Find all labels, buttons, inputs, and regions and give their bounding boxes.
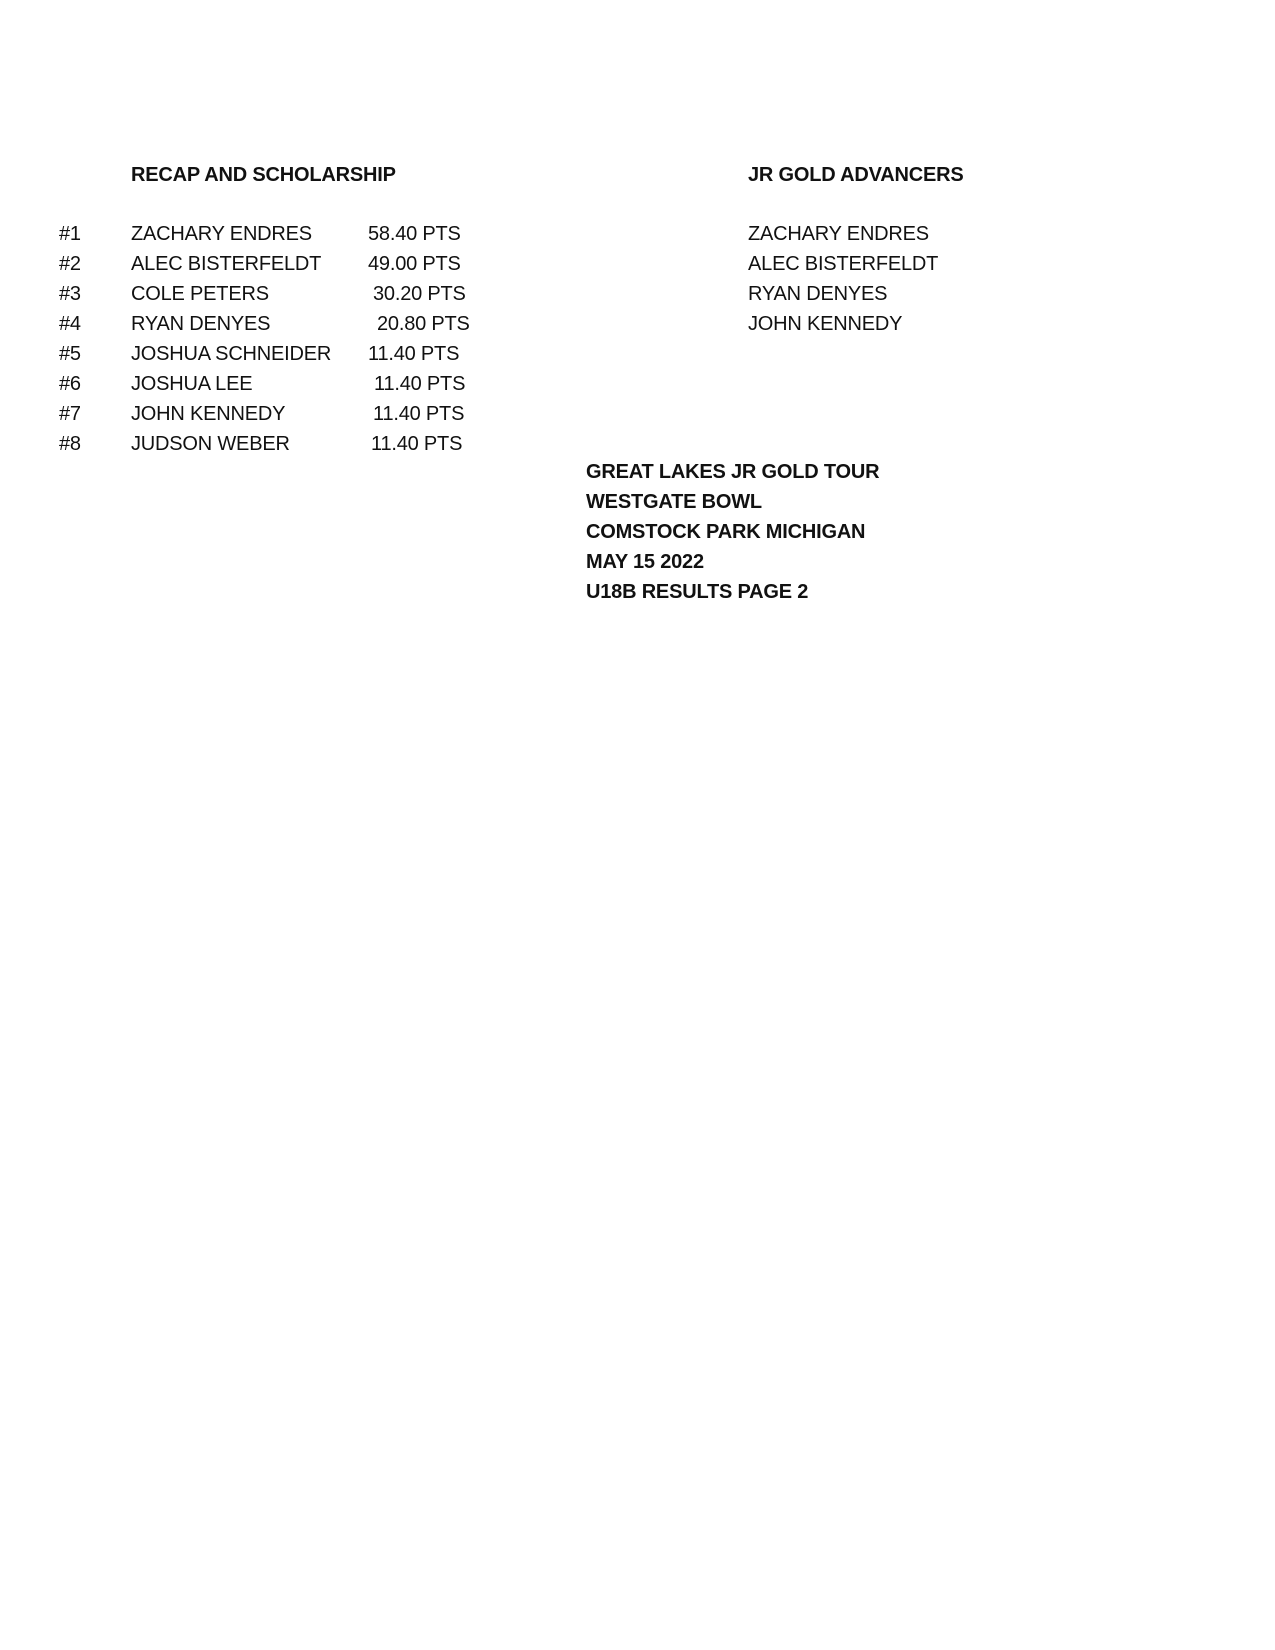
points: 30.20 PTS <box>373 283 466 305</box>
rank: #3 <box>59 283 81 305</box>
points: 49.00 PTS <box>368 253 461 275</box>
points: 11.40 PTS <box>374 373 466 395</box>
rank: #7 <box>59 403 81 425</box>
points: 11.40 PTS <box>373 403 465 425</box>
advancer-name: ALEC BISTERFELDT <box>748 253 939 275</box>
advancers-heading: JR GOLD ADVANCERS <box>748 164 964 186</box>
rank: #1 <box>59 223 81 245</box>
event-info-block <box>586 461 879 611</box>
bowler-name: JUDSON WEBER <box>131 433 290 455</box>
rank: #6 <box>59 373 81 395</box>
points: 11.40 PTS <box>368 343 460 365</box>
venue-name: WESTGATE BOWL <box>586 491 762 513</box>
tour-name: GREAT LAKES JR GOLD TOUR <box>586 461 880 483</box>
points: 58.40 PTS <box>368 223 461 245</box>
rank: #4 <box>59 313 81 335</box>
advancer-name: RYAN DENYES <box>748 283 888 305</box>
event-date: MAY 15 2022 <box>586 551 704 573</box>
bowler-name: ZACHARY ENDRES <box>131 223 312 245</box>
page-label: U18B RESULTS PAGE 2 <box>586 581 809 603</box>
rank: #8 <box>59 433 81 455</box>
rank: #5 <box>59 343 81 365</box>
event-location: COMSTOCK PARK MICHIGAN <box>586 521 866 543</box>
bowler-name: RYAN DENYES <box>131 313 271 335</box>
bowler-name: JOHN KENNEDY <box>131 403 286 425</box>
advancer-name: JOHN KENNEDY <box>748 313 903 335</box>
rank: #2 <box>59 253 81 275</box>
bowler-name: COLE PETERS <box>131 283 269 305</box>
recap-heading: RECAP AND SCHOLARSHIP <box>131 164 396 186</box>
points: 20.80 PTS <box>377 313 470 335</box>
bowler-name: JOSHUA SCHNEIDER <box>131 343 332 365</box>
bowler-name: JOSHUA LEE <box>131 373 253 395</box>
advancer-name: ZACHARY ENDRES <box>748 223 929 245</box>
bowler-name: ALEC BISTERFELDT <box>131 253 322 275</box>
points: 11.40 PTS <box>371 433 463 455</box>
advancers-list <box>748 223 938 343</box>
